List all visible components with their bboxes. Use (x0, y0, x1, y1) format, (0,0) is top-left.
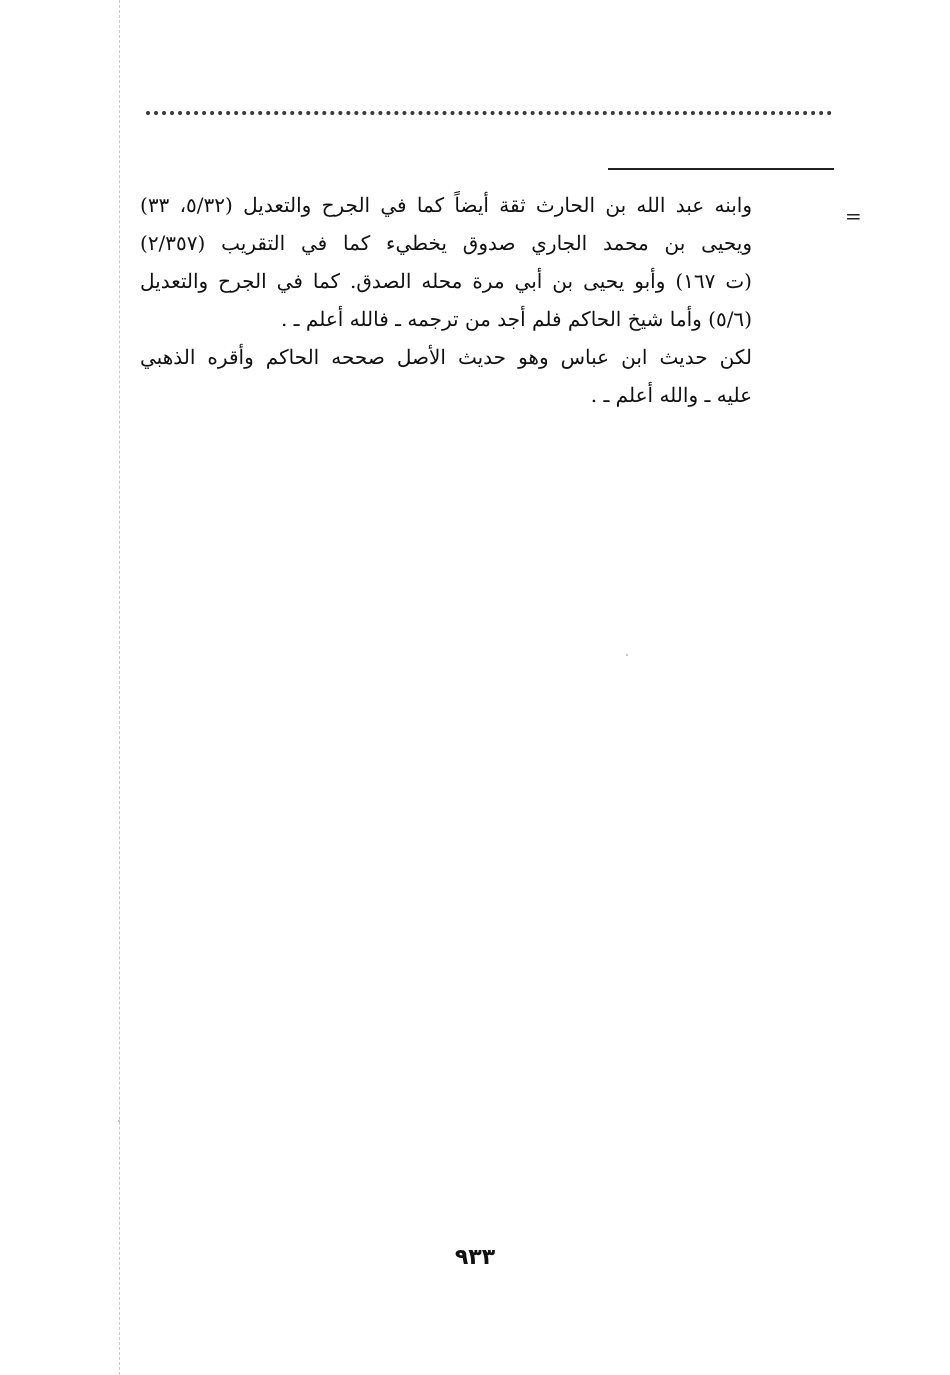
footnote-line: (٥/٦) وأما شيخ الحاكم فلم أجد من ترجمه ـ فالله أعلم ـ . (280, 307, 752, 331)
footnote-line: لكن حديث ابن عباس وهو حديث الأصل صححه الحاكم وأقره الذهبي (140, 345, 752, 369)
scan-speck (118, 1120, 120, 1122)
footnote-continuation-mark: = (845, 204, 862, 228)
footnote-line: (ت ١٦٧) وأبو يحيى بن أبي مرة محله الصدق. كما في الجرح والتعديل (140, 269, 752, 293)
footnote-line: عليه ـ والله أعلم ـ . (590, 383, 752, 407)
scan-speck (626, 654, 628, 656)
footnote-line: ويحيى بن محمد الجاري صدوق يخطيء كما في التقريب (٢/٣٥٧) (140, 231, 752, 255)
footnote-line: وابنه عبد الله بن الحارث ثقة أيضاً كما في الجرح والتعديل (٥/٣٢، ٣٣) (140, 193, 753, 217)
footnote-text (140, 186, 752, 414)
page-number: ٩٣٣ (454, 1245, 496, 1270)
scan-margin-line (119, 0, 120, 1375)
dotted-separator (146, 111, 832, 115)
footnote-separator-rule (608, 168, 834, 170)
